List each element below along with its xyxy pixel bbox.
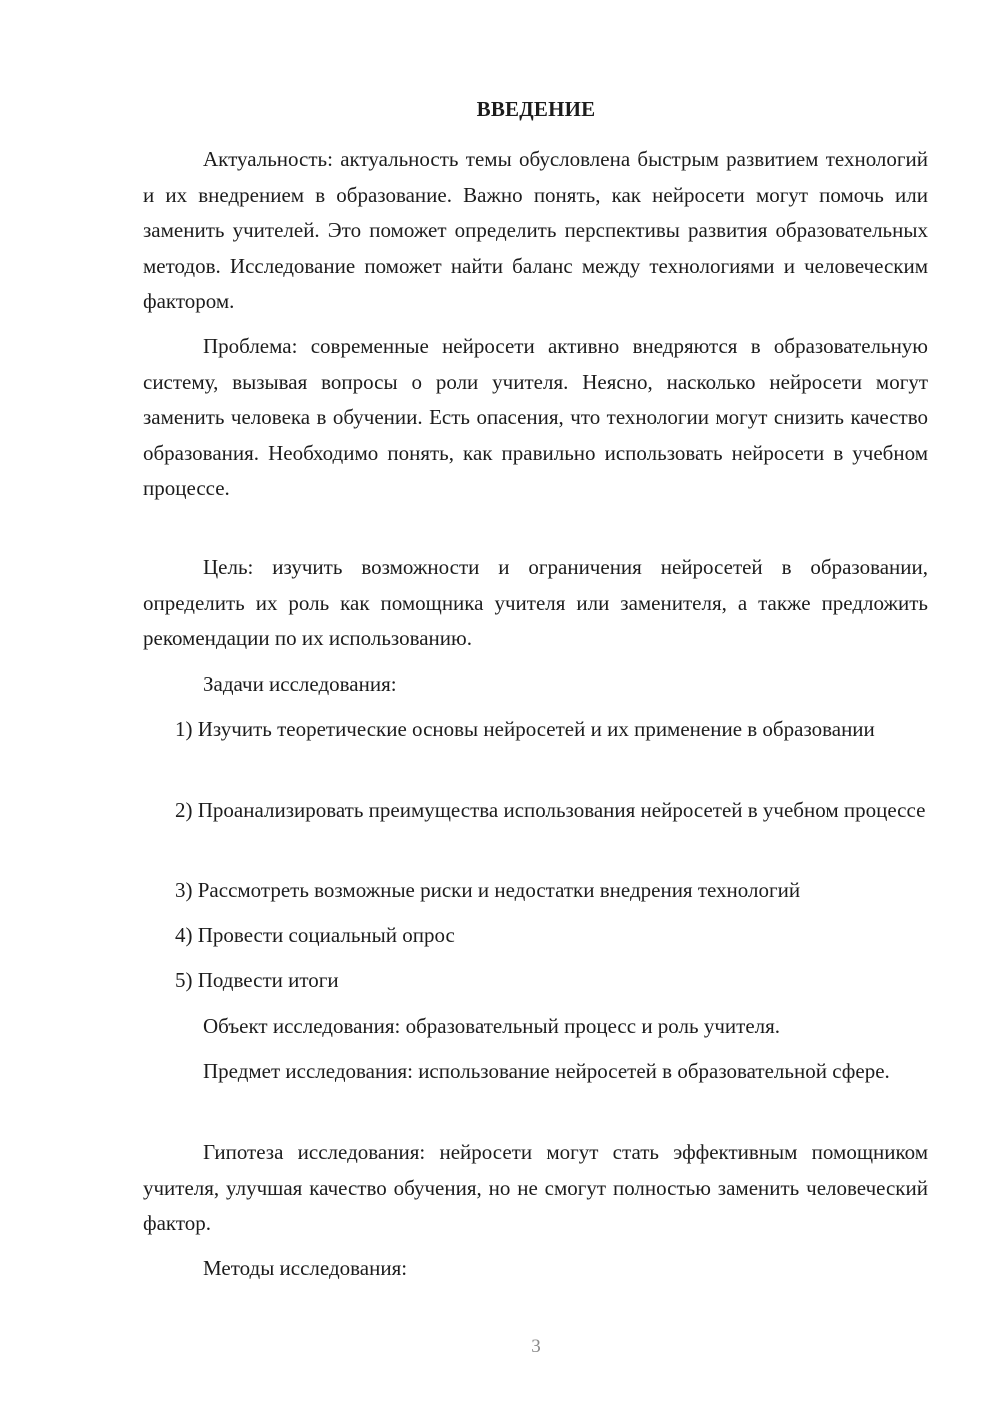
paragraph-hypothesis: Гипотеза исследования: нейросети могут стать эффективным помощником учителя, улучшая качество обучения, но не смогут полностью заменить человеческий фактор.: [143, 1140, 928, 1235]
paragraph-object: Объект исследования: образовательный процесс и роль учителя.: [203, 1014, 781, 1038]
task-item-4: 4) Провести социальный опрос: [175, 923, 455, 947]
paragraph-problem: Проблема: современные нейросети активно внедряются в образовательную систему, вызывая вопросы о роли учителя. Неясно, насколько нейросети могут заменить человека в обучении. Есть опасения, что технологии могут снизить качество образования. Необходимо понять, как правильно использовать нейросети в учебном процессе.: [143, 334, 928, 500]
paragraph-goal: Цель: изучить возможности и ограничения нейросетей в образовании, определить их роль как помощника учителя или заменителя, а также предложить рекомендации по их использованию.: [143, 555, 928, 650]
task-item-3: 3) Рассмотреть возможные риски и недостатки внедрения технологий: [175, 878, 801, 902]
tasks-title: Задачи исследования:: [203, 672, 397, 696]
paragraph-relevance: Актуальность: актуальность темы обусловлена быстрым развитием технологий и их внедрением в образование. Важно понять, как нейросети могут помочь или заменить учителей. Это поможет определить перспективы развития образовательных методов. Исследование поможет найти баланс между технологиями и человеческим фактором.: [143, 147, 928, 313]
page-title: ВВЕДЕНИЕ: [476, 97, 596, 121]
paragraph-subject: Предмет исследования: использование нейросетей в образовательной сфере.: [203, 1059, 890, 1083]
task-item-1: 1) Изучить теоретические основы нейросетей и их применение в образовании: [175, 717, 875, 741]
page-number: 3: [531, 1336, 541, 1357]
paragraph-methods: Методы исследования:: [203, 1256, 408, 1280]
task-item-5: 5) Подвести итоги: [175, 968, 339, 992]
task-item-2: 2) Проанализировать преимущества использования нейросетей в учебном процессе: [175, 798, 926, 822]
